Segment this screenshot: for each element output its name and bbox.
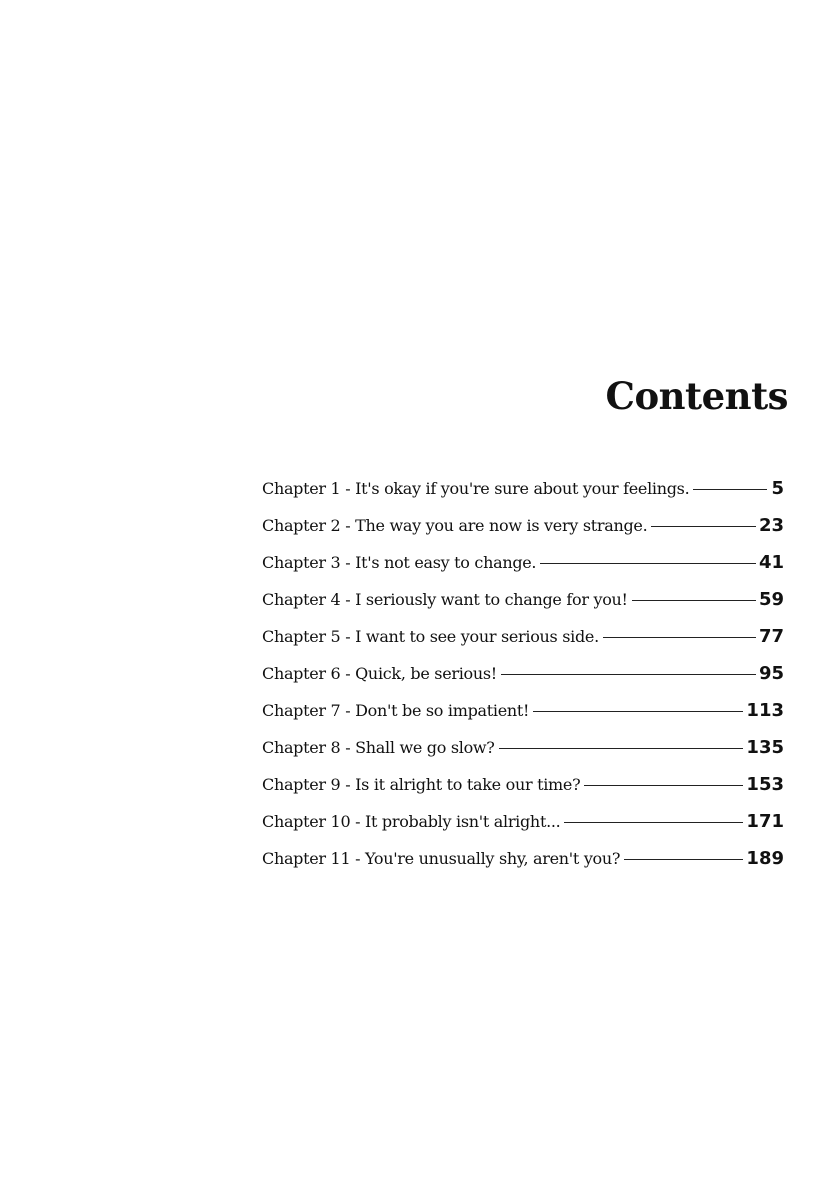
leader-line xyxy=(693,489,767,490)
toc-entry xyxy=(262,692,784,729)
chapter-title: Chapter 3 - It's not easy to change. xyxy=(262,553,537,572)
chapter-title: Chapter 7 - Don't be so impatient! xyxy=(262,701,530,720)
chapter-title: Chapter 1 - It's okay if you're sure about your feelings. xyxy=(262,479,690,498)
toc-entry xyxy=(262,729,784,766)
toc-entry xyxy=(262,507,784,544)
page-number: 153 xyxy=(746,774,784,795)
toc-entry xyxy=(262,803,784,840)
leader-line xyxy=(624,859,743,860)
chapter-title: Chapter 9 - Is it alright to take our time? xyxy=(262,775,581,794)
page-number: 171 xyxy=(746,811,784,832)
toc-entry xyxy=(262,766,784,803)
page-number: 5 xyxy=(771,478,784,499)
chapter-title: Chapter 10 - It probably isn't alright... xyxy=(262,812,561,831)
leader-line xyxy=(584,785,743,786)
page-number: 113 xyxy=(746,700,784,721)
chapter-title: Chapter 4 - I seriously want to change for you! xyxy=(262,590,628,609)
leader-line xyxy=(603,637,756,638)
page-number: 23 xyxy=(758,515,784,536)
page-number: 41 xyxy=(758,552,784,573)
page-number: 135 xyxy=(746,737,784,758)
toc-entry xyxy=(262,581,784,618)
leader-line xyxy=(564,822,743,823)
leader-line xyxy=(501,674,756,675)
table-of-contents xyxy=(262,470,784,877)
leader-line xyxy=(533,711,743,712)
chapter-title: Chapter 11 - You're unusually shy, aren't you? xyxy=(262,849,621,868)
toc-entry xyxy=(262,655,784,692)
page-number: 95 xyxy=(758,663,784,684)
page-number: 189 xyxy=(746,848,784,869)
leader-line xyxy=(632,600,756,601)
chapter-title: Chapter 5 - I want to see your serious side. xyxy=(262,627,599,646)
toc-entry xyxy=(262,544,784,581)
toc-entry xyxy=(262,618,784,655)
leader-line xyxy=(651,526,756,527)
chapter-title: Chapter 2 - The way you are now is very strange. xyxy=(262,516,648,535)
toc-entry xyxy=(262,470,784,507)
leader-line xyxy=(540,563,756,564)
page-number: 59 xyxy=(758,589,784,610)
toc-entry xyxy=(262,840,784,877)
chapter-title: Chapter 8 - Shall we go slow? xyxy=(262,738,495,757)
page-number: 77 xyxy=(758,626,784,647)
chapter-title: Chapter 6 - Quick, be serious! xyxy=(262,664,497,683)
page-title: Contents xyxy=(605,374,788,418)
leader-line xyxy=(499,748,744,749)
